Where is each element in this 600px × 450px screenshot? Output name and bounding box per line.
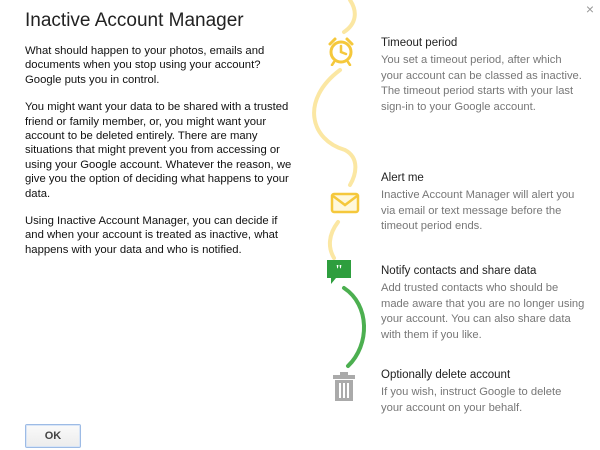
svg-text:": " (335, 263, 343, 278)
chat-bubble-icon (326, 259, 352, 285)
envelope-icon (330, 192, 360, 214)
step-delete-account (381, 368, 586, 416)
intro-paragraph: Using Inactive Account Manager, you can decide if and when your account is treated as inactive, what happens with your data and who is notified. (25, 215, 279, 256)
alarm-clock-icon (326, 36, 356, 66)
intro-paragraph: What should happen to your photos, emails and documents when you stop using your account? Google puts you in control. (25, 45, 265, 86)
timeline-path-yellow-top (344, 0, 355, 32)
step-timeout-period (381, 36, 586, 115)
step-description: You set a timeout period, after which your account can be classed as inactive. The timeout period starts with your last sign-in to your Google account. (381, 54, 582, 113)
step-alert-me (381, 171, 586, 235)
step-title: Notify contacts and share data (381, 265, 537, 277)
step-description: Inactive Account Manager will alert you via email or text message before the timeout period ends. (381, 189, 575, 232)
step-title: Alert me (381, 172, 424, 184)
step-title: Optionally delete account (381, 369, 511, 381)
step-description: If you wish, instruct Google to delete your account on your behalf. (381, 386, 562, 414)
timeline-path-yellow-lower (330, 222, 338, 258)
close-icon[interactable]: × (585, 1, 595, 17)
trash-can-icon (332, 372, 356, 402)
timeline-path-yellow-mid (314, 70, 355, 185)
intro-paragraph: You might want your data to be shared with a trusted friend or family member, or, you might want your account to be deleted entirely. There are many situations that might prevent you from accessing or using your Google account. Whatever the reason, we give you the option of deciding what happens to your data. (25, 101, 292, 200)
dialog-title: Inactive Account Manager (25, 10, 244, 31)
ok-button[interactable]: OK (25, 424, 81, 448)
timeline-path-green (344, 288, 364, 366)
step-notify-contacts (381, 264, 586, 343)
step-description: Add trusted contacts who should be made aware that you are no longer using your account. You can also share data with them if you like. (381, 282, 585, 341)
step-title: Timeout period (381, 37, 458, 49)
